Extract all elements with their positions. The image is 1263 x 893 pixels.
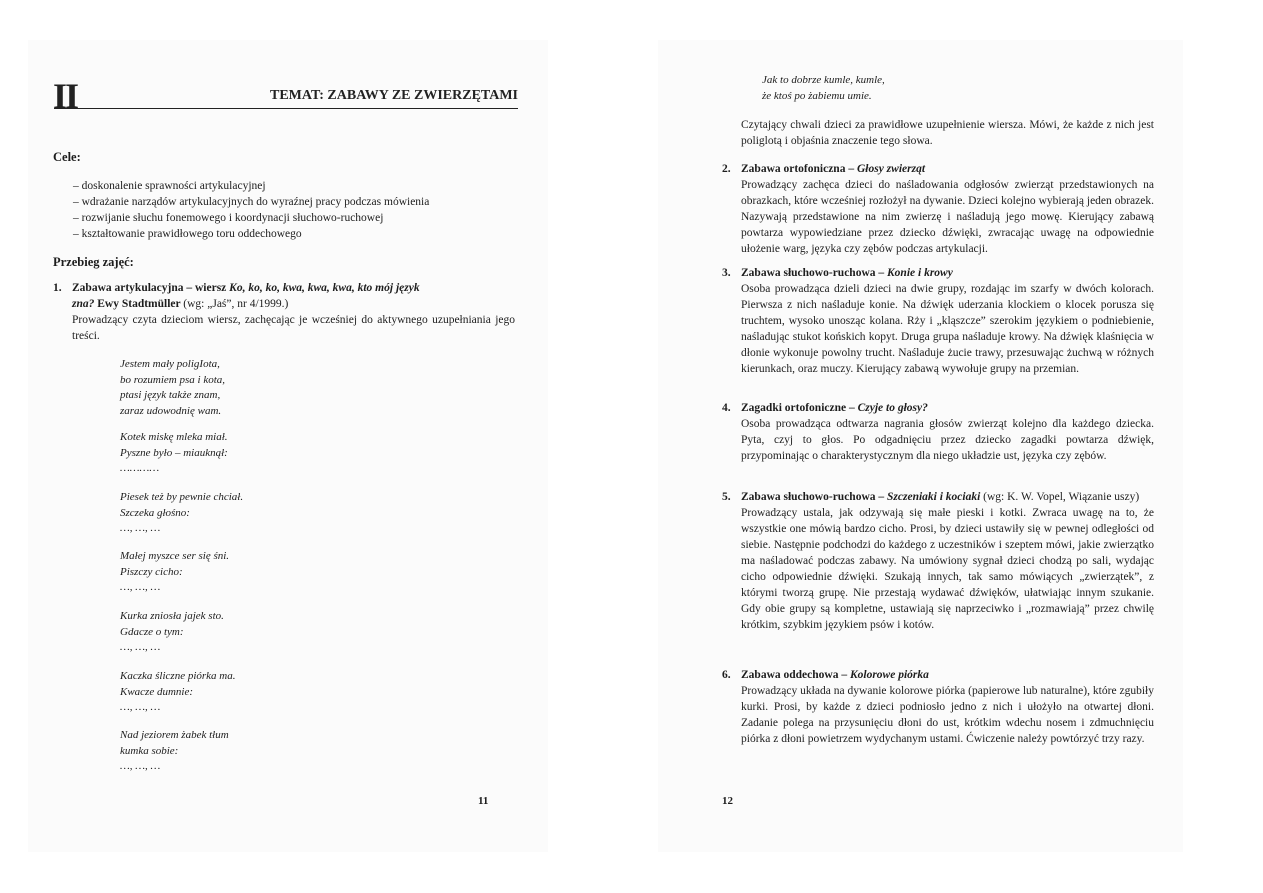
section-2: 2. Zabawa ortofoniczna – Głosy zwierząt Prowadzący zachęca dzieci do naśladowania odgłosów zwierząt przedstawionych na obrazkach, które wcześniej rozłożył na dywanie. Dzieci kolejno wybierają jeden obrazek. Nazywają przedstawione na nim zwierzę i naśladują jego mowę. Kierujący zabawą powtarza wypowiedziane przez dziecko dźwięki, zwracając uwagę na odpowiednie ułożenie warg, języka czy zębów podczas artykulacji.	[722, 163, 1154, 255]
goals-list	[73, 178, 429, 242]
poem-stanza: Kurka zniosła jajek sto. Gdacze o tym: …, …, …	[120, 610, 224, 653]
poem: Jestem mały poligIota, bo rozumiem psa i kota, ptasi język także znam, zaraz udowodnię wam.	[120, 358, 226, 417]
poem-stanza: Nad jeziorem żabek tłum kumka sobie: …, …, …	[120, 729, 229, 772]
chapter-title: TEMAT: ZABAWY ZE ZWIERZĘTAMI	[269, 88, 518, 103]
title-rule	[54, 108, 518, 109]
section-3: 3. Zabawa słuchowo-ruchowa – Konie i krowy Osoba prowadząca dzieli dzieci na dwie grupy, rozdając im szarfy w dwóch kolorach. Pierwsza z nich naśladuje konie. Na dźwięk uderzania klockiem o klocek porusza się truchtem, wysoko unosząc kolana. Rży i „kląszcze” szerokim językiem o podniebienie, naśladując stukot końskich kopyt. Druga grupa naśladuje krowy. Na dźwięk klaśnięcia w dłonie wykonuje powolny trucht. Naśladuje żucie trawy, przesuwając żuchwą w różnych kierunkach, oraz muczy. Kierujący zabawą wywołuje grupy na przemian.	[722, 267, 1154, 375]
section-number: 1.	[53, 282, 62, 294]
poem-stanza: Kotek miskę mleka miał. Pyszne było – miauknął: …………	[120, 431, 228, 474]
progress-label: Przebieg zajęć:	[53, 255, 134, 269]
poem-stanza: Kaczka śliczne piórka ma. Kwacze dumnie: …, …, …	[120, 670, 236, 713]
section-1	[53, 280, 515, 344]
chapter-number: II	[53, 76, 78, 116]
left-page	[28, 40, 548, 852]
goal-item: – doskonalenie sprawności artykulacyjnej	[73, 178, 429, 194]
right-page	[658, 40, 1183, 852]
section-body: Prowadzący czyta dzieciom wiersz, zachęcając je wcześniej do aktywnego uzupełniania jego treści.	[72, 314, 515, 342]
poem-stanza: Małej myszce ser się śni. Piszczy cicho: …, …, …	[120, 550, 230, 593]
poem-ending: Jak to dobrze kumle, kumle, że ktoś po żabiemu umie.	[762, 74, 885, 102]
intro-paragraph: Czytający chwali dzieci za prawidłowe uzupełnienie wiersza. Mówi, że każde z nich jest poliglotą i objaśnia znaczenie tego słowa.	[741, 119, 1154, 147]
page-number: 12	[722, 795, 733, 807]
goal-item: – kształtowanie prawidłowego toru oddechowego	[73, 226, 429, 242]
section-heading: 1. Zabawa artykulacyjna – wiersz Ko, ko, ko, kwa, kwa, kwa, kto mój język zna? Ewy Stadtmüller (wg: „Jaś”, nr 4/1999.)	[53, 282, 420, 310]
goals-label: Cele:	[53, 150, 81, 164]
section-5: 5. Zabawa słuchowo-ruchowa – Szczeniaki i kociaki (wg: K. W. Vopel, Wiązanie uszy) Prowadzący ustala, jak odzywają się małe pieski i kotki. Zwraca uwagę na to, że wszystkie one mówią bardzo cicho. Prosi, by dzieci ustawiły się w pewnej odległości od siebie. Następnie podchodzi do każdego z uczestników i szeptem mówi, jakie zwierzątko ma naśladować podczas zabawy. Na umówiony sygnał dzieci chodzą po sali, wydając cicho odpowiednie dźwięki. Szukają innych, tak samo mówiących „zwierzątek”, z którymi tworzą grupę. Nie przestają wydawać dźwięków, ułatwiając innym szukanie. Gdy obie grupy są kompletne, ustawiają się naprzeciwko i „rozmawiają” przez chwilę krótkim, szybkim językiem psów i kotów.	[722, 491, 1154, 631]
goal-item: – wdrażanie narządów artykulacyjnych do wyraźnej pracy podczas mówienia	[73, 194, 429, 210]
poem-stanza: Piesek też by pewnie chciał. Szczeka głośno: …, …, …	[120, 491, 244, 534]
goal-item: – rozwijanie słuchu fonemowego i koordynacji słuchowo-ruchowej	[73, 210, 429, 226]
section-4: 4. Zagadki ortofoniczne – Czyje to głosy? Osoba prowadząca odtwarza nagrania głosów zwierząt kolejno dla każdego dziecka. Pyta, czyj to głos. Po odgadnięciu przez dziecko zagadki powtarza dźwięk, przypominając o charakterystycznym dla niego układzie ust, języka czy zębów.	[722, 402, 1154, 462]
section-6: 6. Zabawa oddechowa – Kolorowe piórka Prowadzący układa na dywanie kolorowe piórka (papierowe lub naturalne), które zgubiły kurki. Prosi, by każde z dzieci podniosło jedno z nich i ułożyło na otwartej dłoni. Zadanie polega na przysunięciu dłoni do ust, krótkim wdechu nosem i zdmuchnięciu piórka z dłoni powietrzem wydychanym ustami. Ćwiczenie należy powtórzyć trzy razy.	[722, 669, 1154, 745]
page-number: 11	[478, 795, 489, 807]
